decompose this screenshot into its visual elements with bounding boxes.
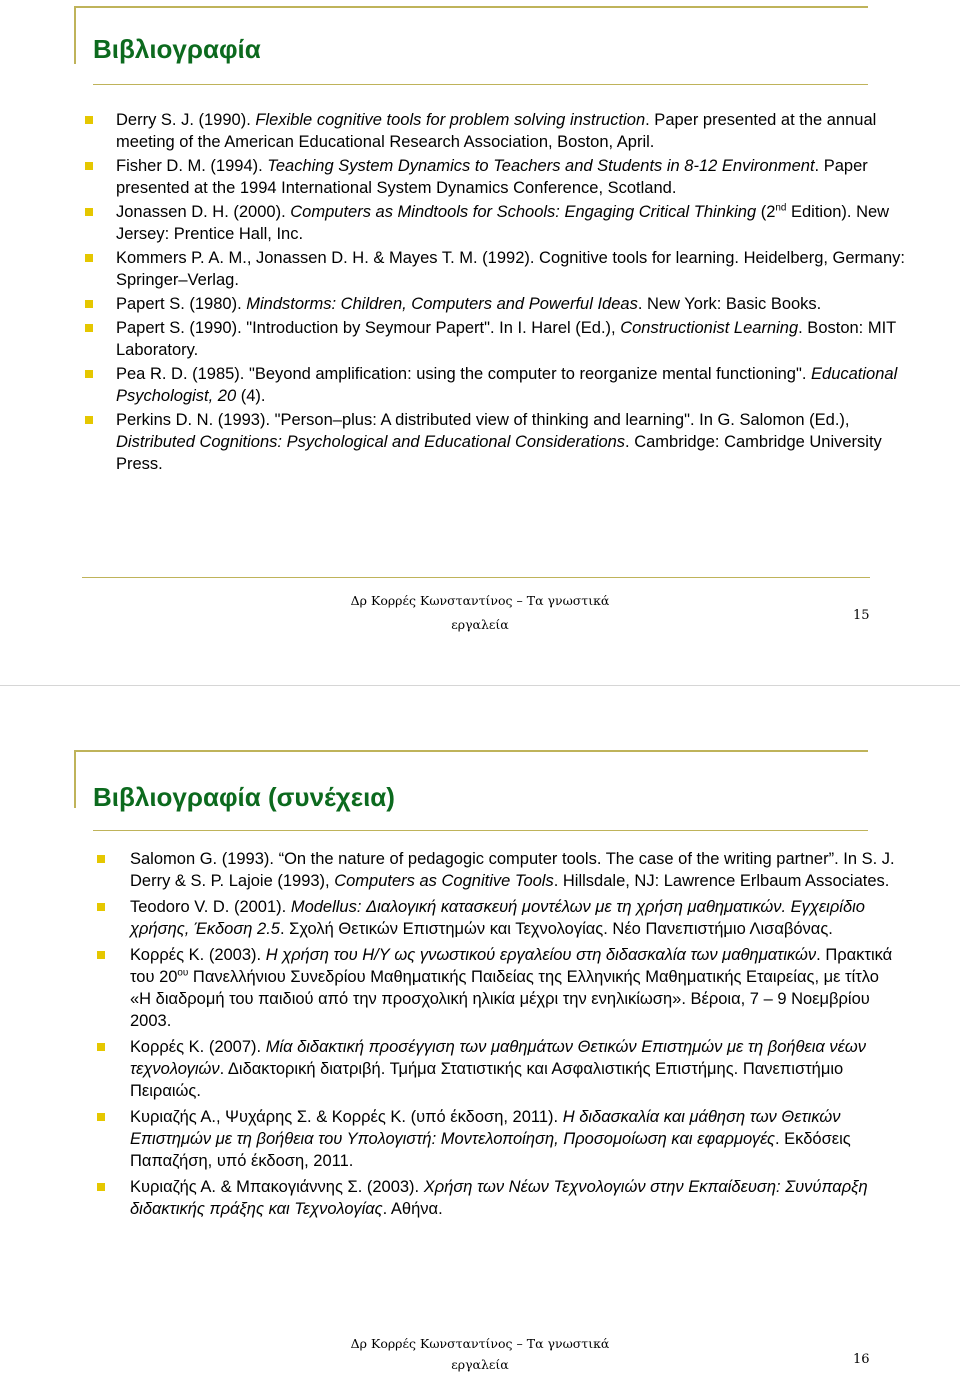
reference-text: Jonassen D. H. (2000). — [116, 203, 291, 221]
reference-text: Papert S. (1990). "Introduction by Seymour Papert". In I. Harel (Ed.), — [116, 319, 621, 337]
reference-item — [116, 317, 906, 361]
square-bullet-icon — [85, 324, 93, 332]
square-bullet-icon — [97, 951, 105, 959]
slide-corner-rule-vertical — [74, 750, 76, 808]
square-bullet-icon — [97, 1183, 105, 1191]
slide-title: Βιβλιογραφία — [93, 34, 261, 64]
reference-title: Distributed Cognitions: Psychological and Educational Considerations — [116, 433, 626, 451]
square-bullet-icon — [85, 416, 93, 424]
reference-text: Papert S. (1980). — [116, 295, 247, 313]
square-bullet-icon — [85, 254, 93, 262]
reference-item — [130, 1106, 898, 1172]
reference-item — [116, 109, 906, 153]
reference-text: Salomon G. (1993). “On the nature of pedagogic computer tools. The case of the writing partner”. In S. J. Derry & S. P. Lajoie (1993), — [130, 850, 895, 890]
page-number: 15 — [853, 608, 870, 623]
reference-text: Pea R. D. (1985). "Beyond amplification: using the computer to reorganize mental functioning". — [116, 365, 812, 383]
square-bullet-icon — [97, 1113, 105, 1121]
reference-item — [130, 944, 898, 1032]
slide-title: Βιβλιογραφία (συνέχεια) — [93, 782, 395, 812]
reference-item — [116, 363, 906, 407]
title-underline — [93, 84, 868, 85]
reference-item — [116, 201, 906, 245]
reference-item — [130, 896, 898, 940]
reference-title: Mindstorms: Children, Computers and Powerful Ideas — [246, 295, 638, 313]
reference-title: Μία διδακτική προσέγγιση των μαθημάτων Θετικών Επιστημών με τη βοήθεια νέων τεχνολογιών — [130, 1038, 866, 1078]
reference-title: Teaching System Dynamics to Teachers and Students in 8-12 Environment — [267, 157, 815, 175]
page-number: 16 — [853, 1352, 870, 1367]
reference-text: . Paper presented at the 1994 International System Dynamics Conference, Scotland. — [116, 157, 868, 197]
square-bullet-icon — [97, 855, 105, 863]
reference-title: Educational Psychologist, 20 — [116, 365, 898, 405]
reference-text: Κορρές Κ. (2003). — [130, 946, 266, 964]
footer-rule — [82, 577, 870, 578]
reference-text: Edition). New Jersey: Prentice Hall, Inc. — [116, 203, 890, 243]
reference-text: (4). — [236, 387, 266, 405]
square-bullet-icon — [97, 1043, 105, 1051]
reference-text: . Boston: MIT Laboratory. — [116, 319, 896, 359]
reference-title: Flexible cognitive tools for problem solving instruction — [255, 111, 646, 129]
reference-title: Modellus: Διαλογική κατασκευή μοντέλων με τη χρήση μαθηματικών. Εγχειρίδιο χρήσης, Έκδοση 2.5 — [130, 898, 865, 938]
slide-15 — [0, 0, 960, 680]
slide-corner-rule-horizontal — [74, 750, 868, 752]
square-bullet-icon — [85, 208, 93, 216]
reference-item — [130, 848, 898, 892]
slide-footer — [340, 592, 620, 633]
reference-text: Κορρές Κ. (2007). — [130, 1038, 266, 1056]
reference-item — [116, 247, 906, 291]
slide-corner-rule-vertical — [74, 6, 76, 64]
reference-title: Constructionist Learning — [620, 319, 799, 337]
slide-corner-rule-horizontal — [74, 6, 868, 8]
reference-text: . Σχολή Θετικών Επιστημών και Τεχνολογίας. Νέο Πανεπιστήμιο Λισαβόνας. — [279, 920, 833, 938]
reference-item — [116, 409, 906, 475]
reference-text: . Cambridge: Cambridge University Press. — [116, 433, 882, 473]
page-separator — [0, 685, 960, 686]
reference-text: . Paper presented at the annual meeting of the American Educational Research Association, Boston, April. — [116, 111, 877, 151]
reference-title: Η διδασκαλία και μάθηση των Θετικών Επιστημών με τη βοήθεια του Υπολογιστή: Μοντελοποίηση, Προσομοίωση και εφαρμογές — [130, 1108, 841, 1148]
reference-text: nd — [775, 202, 787, 214]
footer-author-line: Δρ Κορρές Κωνσταντίνος – Τα γνωστικά — [350, 593, 610, 608]
footer-subject-line: εργαλεία — [451, 617, 509, 632]
reference-text: Derry S. J. (1990). — [116, 111, 256, 129]
reference-text: . Εκδόσεις Παπαζήση, υπό έκδοση, 2011. — [130, 1130, 851, 1170]
reference-text: Κυριαζής Α., Ψυχάρης Σ. & Κορρές Κ. (υπό έκδοση, 2011). — [130, 1108, 563, 1126]
reference-title: Χρήση των Νέων Τεχνολογιών στην Εκπαίδευση: Συνύπαρξη διδακτικής πράξης και Τεχνολογίας — [130, 1178, 868, 1218]
reference-text: . Διδακτορική διατριβή. Τμήμα Στατιστικής και Ασφαλιστικής Επιστήμης. Πανεπιστήμιο Πειραιώς. — [130, 1060, 844, 1100]
reference-item — [116, 155, 906, 199]
reference-text: Κυριαζής Α. & Μπακογιάννης Σ. (2003). — [130, 1178, 424, 1196]
reference-text: . Αθήνα. — [382, 1200, 443, 1218]
square-bullet-icon — [85, 116, 93, 124]
reference-text: Kommers P. A. M., Jonassen D. H. & Mayes T. M. (1992). Cognitive tools for learning. Heidelberg, Germany: Springer–Verlag. — [116, 249, 905, 289]
reference-text: Fisher D. M. (1994). — [116, 157, 268, 175]
reference-item — [130, 1036, 898, 1102]
title-underline — [93, 830, 868, 831]
square-bullet-icon — [85, 162, 93, 170]
reference-text: (2 — [756, 203, 776, 221]
bibliography-list — [130, 848, 898, 1224]
reference-title: Η χρήση του Η/Υ ως γνωστικού εργαλείου στη διδασκαλία των μαθηματικών — [265, 946, 817, 964]
reference-title: Computers as Cognitive Tools — [334, 872, 554, 890]
reference-text: . Πρακτικά του 20 — [130, 946, 893, 986]
square-bullet-icon — [85, 300, 93, 308]
reference-text: Perkins D. N. (1993). "Person–plus: A distributed view of thinking and learning". In G. Salomon (Ed.), — [116, 411, 850, 429]
footer-subject-line: εργαλεία — [451, 1357, 509, 1372]
bibliography-list — [116, 109, 906, 477]
reference-text: Πανελλήνιου Συνεδρίου Μαθηματικής Παιδείας της Ελληνικής Μαθηματικής Εταιρείας, με τίτλο «Η διαδρομή του παιδιού από την προσχολική ηλικία μέχρι την ενηλικίωση». Βέροια, 7 – 9 Νοεμβρίου 2003. — [130, 968, 879, 1030]
reference-text: . Hillsdale, NJ: Lawrence Erlbaum Associates. — [553, 872, 890, 890]
slide-footer — [340, 1335, 620, 1373]
reference-item — [116, 293, 906, 315]
square-bullet-icon — [97, 903, 105, 911]
reference-text: Teodoro V. D. (2001). — [130, 898, 291, 916]
reference-title: Computers as Mindtools for Schools: Engaging Critical Thinking — [290, 203, 757, 221]
reference-text: ου — [177, 967, 189, 979]
reference-text: . New York: Basic Books. — [637, 295, 822, 313]
square-bullet-icon — [85, 370, 93, 378]
reference-item — [130, 1176, 898, 1220]
footer-author-line: Δρ Κορρές Κωνσταντίνος – Τα γνωστικά — [350, 1336, 610, 1351]
